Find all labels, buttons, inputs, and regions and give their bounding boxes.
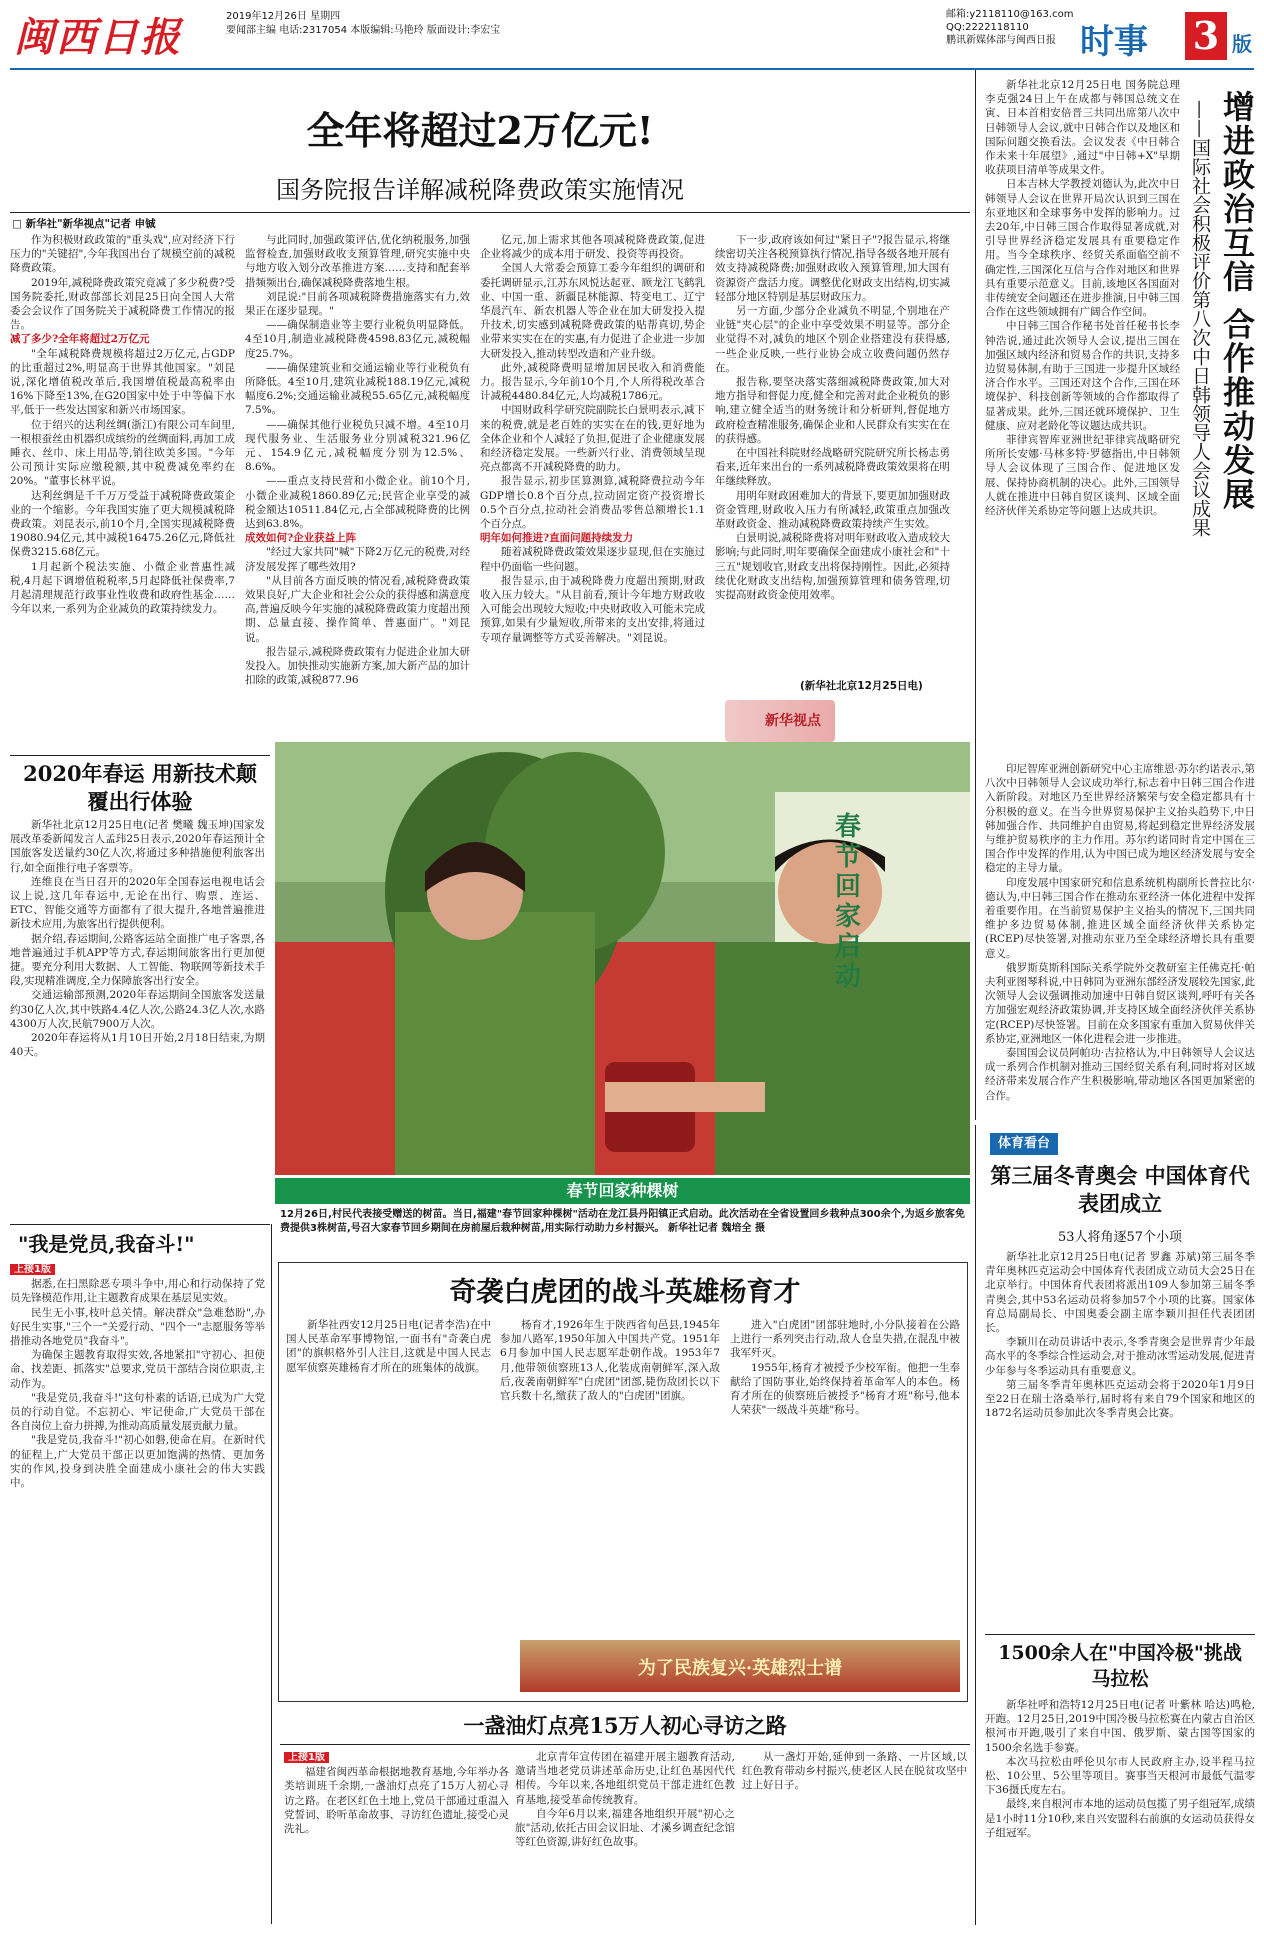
column-divider [271, 1224, 272, 1924]
xinhua-logo-text: 新华视点 [765, 713, 821, 729]
main-col-2 [245, 233, 470, 753]
paragraph: 作为积极财政政策的"重头戏",应对经济下行压力的"关键招",今年我国出台了规模空前的减税降费政策。 [10, 234, 235, 275]
lamp-col-2 [515, 1750, 735, 1928]
paragraph: 印尼智库亚洲创新研究中心主席维恩·苏尔约诺表示,第八次中日韩领导人会议成功举行,标志着中日韩三国合作进入新阶段。对地区乃至世界经济繁荣与安全稳定都具有十分积极的意义。在当今世界贸易保护主义抬头趋势下,中日韩加强合作、共同维护自由贸易,将起到稳定世界经济发展与维护贸易秩序的主力作用。苏尔约诺同时肯定中国在三国合作中发挥的作用,认为中国已成为地区经济发展与安全稳定的主导力量。 [985, 763, 1255, 875]
paragraph: 2019年,减税降费政策究竟减了多少税费?受国务院委托,财政部部长刘昆25日向全国人大常委会会议作了国务院关于减税降费工作情况的报告。 [10, 276, 235, 332]
section-rule [10, 1224, 270, 1225]
paragraph: 为确保主题教育取得实效,各地紧扣"守初心、担使命、找差距、抓落实"总要求,党员干部结合岗位职责,主动作为。 [10, 1349, 265, 1390]
section-rule [280, 1744, 970, 1745]
newspaper-logo: 闽西日报 [14, 14, 182, 61]
section-rule [10, 755, 270, 756]
main-dateline: (新华社北京12月25日电) [800, 680, 923, 692]
paragraph: 杨育才,1926年生于陕西省旬邑县,1945年参加八路军,1950年加入中国共产党。1951年6月参加中国人民志愿军赴朝作战。1953年7月,他带领侦察班13人,化装成南朝鲜军,深入敌后,夜袭南朝鲜军"白虎团"团部,毙伤敌团长以下官兵数十名,缴获了敌人的"白虎团"团旗。 [500, 1319, 720, 1403]
paragraph: 1月起新个税法实施、小微企业普惠性减税,4月起下调增值税税率,5月起降低社保费率,7月起清理规范行政事业性收费和政府性基金……今年以来,一系列为企业减负的政策持续发力。 [10, 560, 235, 616]
hero-headline: 奇袭白虎团的战斗英雄杨育才 [449, 1277, 801, 1308]
paragraph: 连维良在当日召开的2020年全国春运电视电话会议上说,这几年春运中,无论在出行、购票、连运、ETC、智能交通等方面都有了很大提升,各地普遍推进新技术应用,为旅客出行提供便利。 [10, 875, 265, 931]
photo-illustration [275, 742, 970, 1175]
hero-col-3 [730, 1318, 960, 1588]
paragraph: 新华社呼和浩特12月25日电(记者 叶紫林 哈达)鸣枪,开跑。12月25日,2019中国冷极马拉松赛在内蒙古自治区根河市开跑,吸引了来自中国、俄罗斯、蒙古国等国家的1500余名选手参赛。 [985, 1699, 1255, 1754]
issue-date: 2019年12月26日 [226, 11, 307, 22]
paragraph: 2020年春运将从1月10日开始,2月18日结束,为期40天。 [10, 1032, 265, 1059]
right-feature-subhead: ——国际社会积极评价第八次中日韩领导人会议成果 [1189, 100, 1211, 537]
paragraph: 白景明说,减税降费将对明年财政收入造成较大影响;与此同时,明年要确保全面建成小康社会和"十三五"规划收官,财政支出将保持刚性。因此,必须持续优化财政支出结构,加强预算管理和债务管理,切实提高财政资金使用效率。 [715, 532, 950, 602]
paragraph: 与此同时,加强政策评估,优化纳税服务,加强监督检查,加强财政收支预算管理,研究实施中央与地方收入划分改革推进方案……支持和配套举措频频出台,确保减税降费落地生根。 [245, 234, 470, 289]
paragraph: 报告显示,减税降费政策有力促进企业加大研发投入。加快推动实施新方案,加大新产品的加计扣除的政策,减税877.96 [245, 645, 470, 687]
photo-sign-text: 春节回家 启动 [835, 812, 862, 992]
page-editor: 本版编辑:马艳玲 [350, 25, 424, 36]
paragraph: 报告显示,初步匡算测算,减税降费拉动今年GDP增长0.8个百分点,拉动固定资产投资增长0.5个百分点,拉动社会消费品零售总额增长1.1个百分点。 [480, 475, 705, 531]
hero-banner [520, 1640, 960, 1692]
paragraph: 自今年6月以来,福建各地组织开展"初心之旅"活动,依托古田会议旧址、才溪乡调查纪念馆等红色资源,讲好红色故事。 [515, 1807, 735, 1849]
right-feature-body-bottom [985, 762, 1255, 1132]
paragraph: 刘昆说:"目前各项减税降费措施落实有力,效果正在逐步显现。" [245, 290, 470, 318]
xinhua-logo [725, 700, 835, 742]
email: 邮箱:y2118110@163.com [946, 9, 1074, 20]
paragraph: 达利丝绸是千千万万受益于减税降费政策企业的一个缩影。今年我国实施了更大规模减税降费政策。刘昆表示,前10个月,全国实现减税降费19080.94亿元,其中减税16475.26亿元,降低社保费3215.68亿元。 [10, 489, 235, 559]
column-divider [975, 1125, 976, 1925]
paragraph: 新华社西安12月25日电(记者李浩)在中国人民革命军事博物馆,一面书有"奇袭白虎团"的旗帜格外引人注目,这就是中国人民志愿军侦察英雄杨育才所在的班集体的战旗。 [286, 1319, 491, 1374]
page-suffix: 版 [1232, 32, 1252, 56]
phone: 电话:2317054 [279, 25, 348, 36]
paragraph: ——确保建筑业和交通运输业等行业税负有所降低。4至10月,建筑业减税188.19亿元,减税幅度6.2%;交通运输业减税55.65亿元,减税幅度7.5%。 [245, 361, 470, 417]
paragraph: 交通运输部预测,2020年春运期间全国旅客发送量约30亿人次,其中铁路4.4亿人次,公路24.3亿人次,水路4300万人次,民航7900万人次。 [10, 989, 265, 1030]
page-info: 要闻部主编 [226, 25, 276, 36]
continued-label: 上接1版 [10, 1264, 55, 1275]
paragraph: 用明年财政困难加大的背景下,要更加加强财政资金管理,财政收入压力有所减轻,政策重点加强改革财政资金、推动减税降费政策持续产生实效。 [715, 489, 950, 531]
party-body [10, 1262, 265, 1927]
paragraph: 随着减税降费政策效果逐步显现,但在实施过程中仍面临一些问题。 [480, 546, 705, 573]
paragraph: 报告显示,由于减税降费力度超出预期,财政收入压力较大。"从目前看,预计今年地方财政收入可能会出现较大短收;中央财政收入可能未完成预算,如果有少量短收,所带来的支出安排,将通过专项存量调整等方式妥善解决。"刘昆说。 [480, 574, 705, 644]
right-feature-headline: 增进政治互信 合作推动发展 [1218, 90, 1256, 512]
paragraph: 印度发展中国家研究和信息系统机构副所长普拉比尔·德认为,中日韩三国合作在推动东亚经济一体化进程中发挥着重要作用。在当前贸易保护主义抬头的情况下,三国共同维护多边贸易体制,推进区域全面经济伙伴关系协定(RCEP)尽快签署,对推动东亚乃至全球经济增长具有重要意义。 [985, 876, 1255, 960]
page-number: 3 [1192, 13, 1220, 58]
marathon-body [985, 1698, 1255, 1928]
party-headline: "我是党员,我奋斗!" [18, 1232, 195, 1256]
byline-rule [10, 212, 970, 213]
issue-info [226, 10, 500, 38]
marathon-headline: 1500余人在"中国冷极"挑战马拉松 [998, 1642, 1242, 1690]
hero-col-1 [286, 1318, 491, 1693]
paragraph: 据介绍,春运期间,公路客运站全面推广电子客票,各地普遍通过手机APP等方式,春运期间旅客出行更加便捷。要充分利用大数据、人工智能、物联网等新技术手段,实现精准调度,全力保障旅客出行安全。 [10, 932, 265, 988]
main-col-4 [715, 233, 950, 673]
paragraph: 新华社北京12月25日电(记者 罗鑫 苏斌)第三届冬季青年奥林匹克运动会中国体育代表团成立动员大会25日在北京举行。中国体育代表团将派出109人参加第三届冬季青奥会,其中53名运动员将参加57个小项的比赛。国家体育总局副局长、中国奥委会副主席李颖川担任代表团团长。 [985, 1251, 1255, 1335]
tree-caption-bar [275, 1178, 970, 1204]
tree-description: 12月26日,村民代表接受赠送的树苗。当日,福建"春节回家种棵树"活动在龙江县丹阳镇正式启动。此次活动在全省设置回乡栽种点300余个,为返乡旅客免费提供3株树苗,号召大家春节回乡期间在房前屋后栽种树苗,用实际行动助力乡村振兴。 新华社记者 魏培全 摄 [280, 1209, 965, 1234]
paragraph: 据悉,在扫黑除恶专项斗争中,用心和行动保持了党员先锋模范作用,让主题教育成果在基层见实效。 [10, 1278, 265, 1305]
paragraph: 福建省闽西革命根据地教育基地,今年举办各类培训班千余期,一盏油灯点亮了15万人初心寻访之路。在老区红色土地上,党员干部通过重温入党誓词、聆听革命故事、寻访红色遗址,接受心灵洗礼。 [284, 1766, 509, 1836]
subheading: 成效如何?企业获益上阵 [245, 532, 357, 545]
page-designer: 版面设计:李宏宝 [426, 25, 501, 36]
column-divider [975, 70, 976, 1120]
paragraph: 中日韩三国合作秘书处首任秘书长李钟浩说,通过此次领导人会议,提出三国在加强区域内经济和贸易合作的共识,支持多边贸易体制,有助于三国进一步提升区域经济合作水平。三国还对这个合作,三国在环境保护、科技创新等领域的合作都取得了显著成果。此外,三国还就环境保护、卫生健康、应对老龄化等议题达成共识。 [985, 320, 1180, 432]
spring-headline: 2020年春运 用新技术颠覆出行体验 [23, 761, 257, 814]
section-name: 时事 [1080, 22, 1148, 62]
paragraph: 报告称,要坚决落实落细减税降费政策,加大对地方指导和督促力度,健全和完善对此企业税负的影响,建立健全适当的财务统计和分析研判,督促地方政府检查精准服务,确保企业和人民群众有实实在在的获得感。 [715, 376, 950, 445]
paragraph: 北京青年宣传团在福建开展主题教育活动,邀请当地老党员讲述革命历史,让红色基因代代相传。今年以来,各地组织党员干部走进红色教育基地,接受革命传统教育。 [515, 1751, 735, 1806]
lamp-col-3 [742, 1750, 967, 1928]
main-col-3 [480, 233, 705, 753]
hero-banner-text: 为了民族复兴·英雄烈士谱 [637, 1658, 843, 1679]
paragraph: 新华社北京12月25日电 国务院总理李克强24日上午在成都与韩国总统文在寅、日本首相安倍晋三共同出席第八次中日韩领导人会议,就中日韩合作以及地区和国际问题交换看法。会议发表《中日韩合作未来十年展望》,通过"中日韩+X"早期收获项目清单等成果文件。 [985, 79, 1180, 177]
sports-body [985, 1250, 1255, 1632]
paragraph: 日本吉林大学教授刘德认为,此次中日韩领导人会议在世界开局次认识到三国在东亚地区和全球事务中发挥的影响力。过去20年,中日韩三国合作取得显著成就,对引导世界经济稳定发展具有重要稳定作用。当今全球秩序、经贸关系面临空前不确定性,三国深化互信与合作对地区和世界具有重要示范意义。目前,该地区各国面对非传统安全问题还在进步推演,日中韩三国合作在这些领域拥有广阔合作空间。 [985, 178, 1180, 319]
paragraph: 位于绍兴的达利丝绸(浙江)有限公司车间里,一根根蚕丝由机器织成缤纷的丝绸面料,再加工成睡衣、丝巾、床上用品等,销往欧美多国。"今年公司预计实际应缴税额,其中税费减免率约在20%。"董事长林平说。 [10, 418, 235, 488]
paragraph: 全国人大常委会预算工委今年组织的调研和委托调研显示,江苏东风悦达起亚、顾龙江飞鹤乳业、中国一重、新疆昆林能源、特变电工、辽宁华晨汽车、新农机器人等企业在加大研发投入提升技术,切实感到减税降费政策的贴帮真切,势企业带来实实在在的实惠,有力促进了企业进一步加大研发投入,推动转型改造和产业升级。 [480, 262, 705, 360]
issue-weekday: 星期四 [310, 11, 341, 22]
continued-label: 上接1版 [284, 1752, 329, 1763]
paragraph: "全年减税降费规模将超过2万亿元,占GDP的比重超过2%,明显高于世界其他国家。"刘昆说,深化增值税改革后,我国增值税最高税率由16%下降至13%,在G20国家中处于中等偏下水平,低于一些发达国家和新兴市场国家。 [10, 347, 235, 417]
paragraph: 在中国社科院财经战略研究院研究所长杨志勇看来,近年来出台的一系列减税降费政策效果将在明年继续释放。 [715, 447, 950, 488]
masthead-rule [10, 68, 1254, 70]
paragraph: 下一步,政府该如何过"紧日子"?报告显示,将继续密切关注各税预算执行情况,指导各级各地开展有效支持减税降费;加强财政收入预算管理,加大国有资源资产盘活力度。调整优化财政支出结构,切实减轻部分地区特别是基层财政压力。 [715, 234, 950, 303]
paragraph: ——确保其他行业税负只减不增。4至10月现代服务业、生活服务业分别减税321.96亿元、154.9亿元,减税幅度分别为12.5%、8.6%。 [245, 418, 470, 474]
paragraph: "我是党员,我奋斗!"初心如磐,使命在肩。在新时代的征程上,广大党员干部正以更加饱满的热情、更加务实的作风,投身到决胜全面建成小康社会的伟大实践中。 [10, 1434, 265, 1490]
page-number-box [1185, 12, 1227, 60]
paragraph: "从目前各方面反映的情况看,减税降费政策效果良好,广大企业和社会公众的获得感和满意度高,普遍反映今年实施的减税降费政策力度超出预期、总量直接、操作简单、普惠面广。"刘昆说。 [245, 574, 470, 644]
paragraph: 中国财政科学研究院副院长白景明表示,减下来的税费,就是老百姓的实实在在的钱,更好地为全体企业和个人减轻了负担,促进了企业健康发展和经济稳定发展。一些新兴行业、消费领域呈现亮点都离不开减税降费的助力。 [480, 404, 705, 474]
paragraph: 最终,来自根河市本地的运动员包揽了男子组冠军,成绩是1小时11分10秒,来自兴安盟科右前旗的女运动员获得女子组冠军。 [985, 1798, 1255, 1839]
lamp-col-1 [284, 1750, 509, 1928]
paragraph: "我是党员,我奋斗!"这句朴素的话语,已成为广大党员的行动自觉。不忘初心、牢记使命,广大党员干部在各自岗位上奋力拼搏,为推动高质量发展贡献力量。 [10, 1391, 265, 1433]
partner: 鹏讯新媒体部与闽西日报 [946, 35, 1056, 46]
paragraph: ——确保制造业等主要行业税负明显降低。4至10月,制造业减税降费4598.83亿元,减税幅度25.7%。 [245, 319, 470, 360]
spring-body [10, 818, 265, 1218]
paragraph: 李颖川在动员讲话中表示,冬季青奥会是世界青少年最高水平的冬季综合性运动会,对于推动冰雪运动发展,促进青少年参与冬季运动具有重要意义。 [985, 1336, 1255, 1377]
masthead [0, 0, 1264, 70]
lamp-headline: 一盏油灯点亮15万人初心寻访之路 [463, 1713, 787, 1738]
main-byline: □ 新华社"新华视点"记者 申铖 [12, 218, 156, 230]
sports-tag-text: 体育看台 [998, 1136, 1051, 1151]
paragraph: 本次马拉松由呼伦贝尔市人民政府主办,设半程马拉松、10公里、5公里等项目。赛事当天根河市最低气温零下36摄氏度左右。 [985, 1755, 1255, 1797]
paragraph: 此外,减税降费明显增加居民收入和消费能力。报告显示,今年前10个月,个人所得税改革合计减税4480.84亿元,人均减税1786元。 [480, 361, 705, 403]
main-subhead: 国务院报告详解减税降费政策实施情况 [276, 176, 684, 204]
paragraph: 俄罗斯莫斯科国际关系学院外交教研室主任佛克托·帕夫利亚图琴科说,中日韩同为亚洲东部经济发展较先国家,此次领导人会议强调推动加速中日韩自贸区谈判,呼吁有关各方加强宏观经济政策协调,并支持区域全面经济伙伴关系协定(RCEP)尽快签署。目前在众多国家有重加入贸易伙伴关系协定,亚洲地区一体化进程会进一步推进。 [985, 961, 1255, 1045]
paragraph: 民生无小事,枝叶总关情。解决群众"急难愁盼",办好民生实事,"三个一"关爱行动、"四个一"志愿服务等举措推动各地党员"我奋斗"。 [10, 1306, 265, 1348]
paragraph: 从一盏灯开始,延伸到一条路、一片区域,以红色教育带动乡村振兴,使老区人民在脱贫攻坚中过上好日子。 [742, 1751, 967, 1792]
paragraph: 泰国国会议员阿帕功·吉拉格认为,中日韩领导人会议达成一系列合作机制对推动三国经贸关系有利,同时将对区域经济带来发展合作产生积极影响,带动地区各国更加紧密的合作。 [985, 1047, 1255, 1102]
subheading: 减了多少?全年将超过2万亿元 [10, 333, 150, 346]
qq: QQ:2222118110 [946, 22, 1029, 33]
contact-info [946, 8, 1073, 47]
paragraph: 1955年,杨育才被授予少校军衔。他把一生奉献给了国防事业,始终保持着革命军人的本色。杨育才所在的侦察班后被授予"杨育才班"称号,他本人荣获"一级战斗英雄"称号。 [730, 1361, 960, 1417]
paragraph: 新华社北京12月25日电(记者 樊曦 魏玉坤)国家发展改革委新闻发言人孟玮25日表示,2020年春运预计全国旅客发送量约30亿人次,将通过多种措施便利旅客出行,如全面推行电子客票等。 [10, 819, 265, 874]
tree-photo [275, 742, 970, 1175]
paragraph: "经过大家共同"喊"下降2万亿元的税费,对经济发展发挥了哪些效用? [245, 546, 470, 573]
paragraph: 亿元,加上需求其他各项减税降费政策,促进企业将减少的成本用于研发、投资等再投资。 [480, 234, 705, 261]
section-rule [985, 1634, 1255, 1635]
paragraph: 进入"白虎团"团部驻地时,小分队接着在公路上进行一系列突击行动,敌人仓皇失措,在混乱中被我军歼灭。 [730, 1319, 960, 1360]
paragraph: ——重点支持民营和小微企业。前10个月,小微企业减税1860.89亿元;民营企业享受的减税金额达10511.84亿元,占全部减税降费的比例达到63.8%。 [245, 475, 470, 531]
sports-headline: 第三届冬青奥会 中国体育代表团成立 [990, 1163, 1250, 1216]
paragraph: 另一方面,少部分企业减负不明显,个别地在产业链"夹心层"的企业中享受效果不明显等。部分企业觉得不对,减负的地区个别企业搭建没有获得感,一些企业反映,一些行业协会成立收费问题仍然存在。 [715, 305, 950, 374]
hero-col-2 [500, 1318, 720, 1693]
paragraph: 第三届冬季青年奥林匹克运动会将于2020年1月9日至22日在瑞士洛桑举行,届时将有来自79个国家和地区的1872名运动员参加此次冬季青奥会比赛。 [985, 1378, 1255, 1420]
right-feature-body-top [985, 78, 1180, 758]
sports-tag [990, 1133, 1058, 1155]
subheading: 明年如何推进?直面问题持续发力 [480, 532, 634, 545]
sports-subhead: 53人将角逐57个小项 [1057, 1230, 1183, 1245]
main-col-1 [10, 233, 235, 753]
tree-caption: 春节回家种棵树 [566, 1181, 679, 1200]
main-headline: 全年将超过2万亿元! [306, 108, 654, 153]
paragraph: 菲律宾智库亚洲世纪菲律宾战略研究所所长安娜·马林多特·罗德指出,中日韩领导人会议体现了三国合作、促进地区发展、保持协商机制的决心。此外,三国领导人就在推进中日韩自贸区谈判、区域全面经济伙伴关系协定等问题上达成共识。 [985, 434, 1180, 518]
